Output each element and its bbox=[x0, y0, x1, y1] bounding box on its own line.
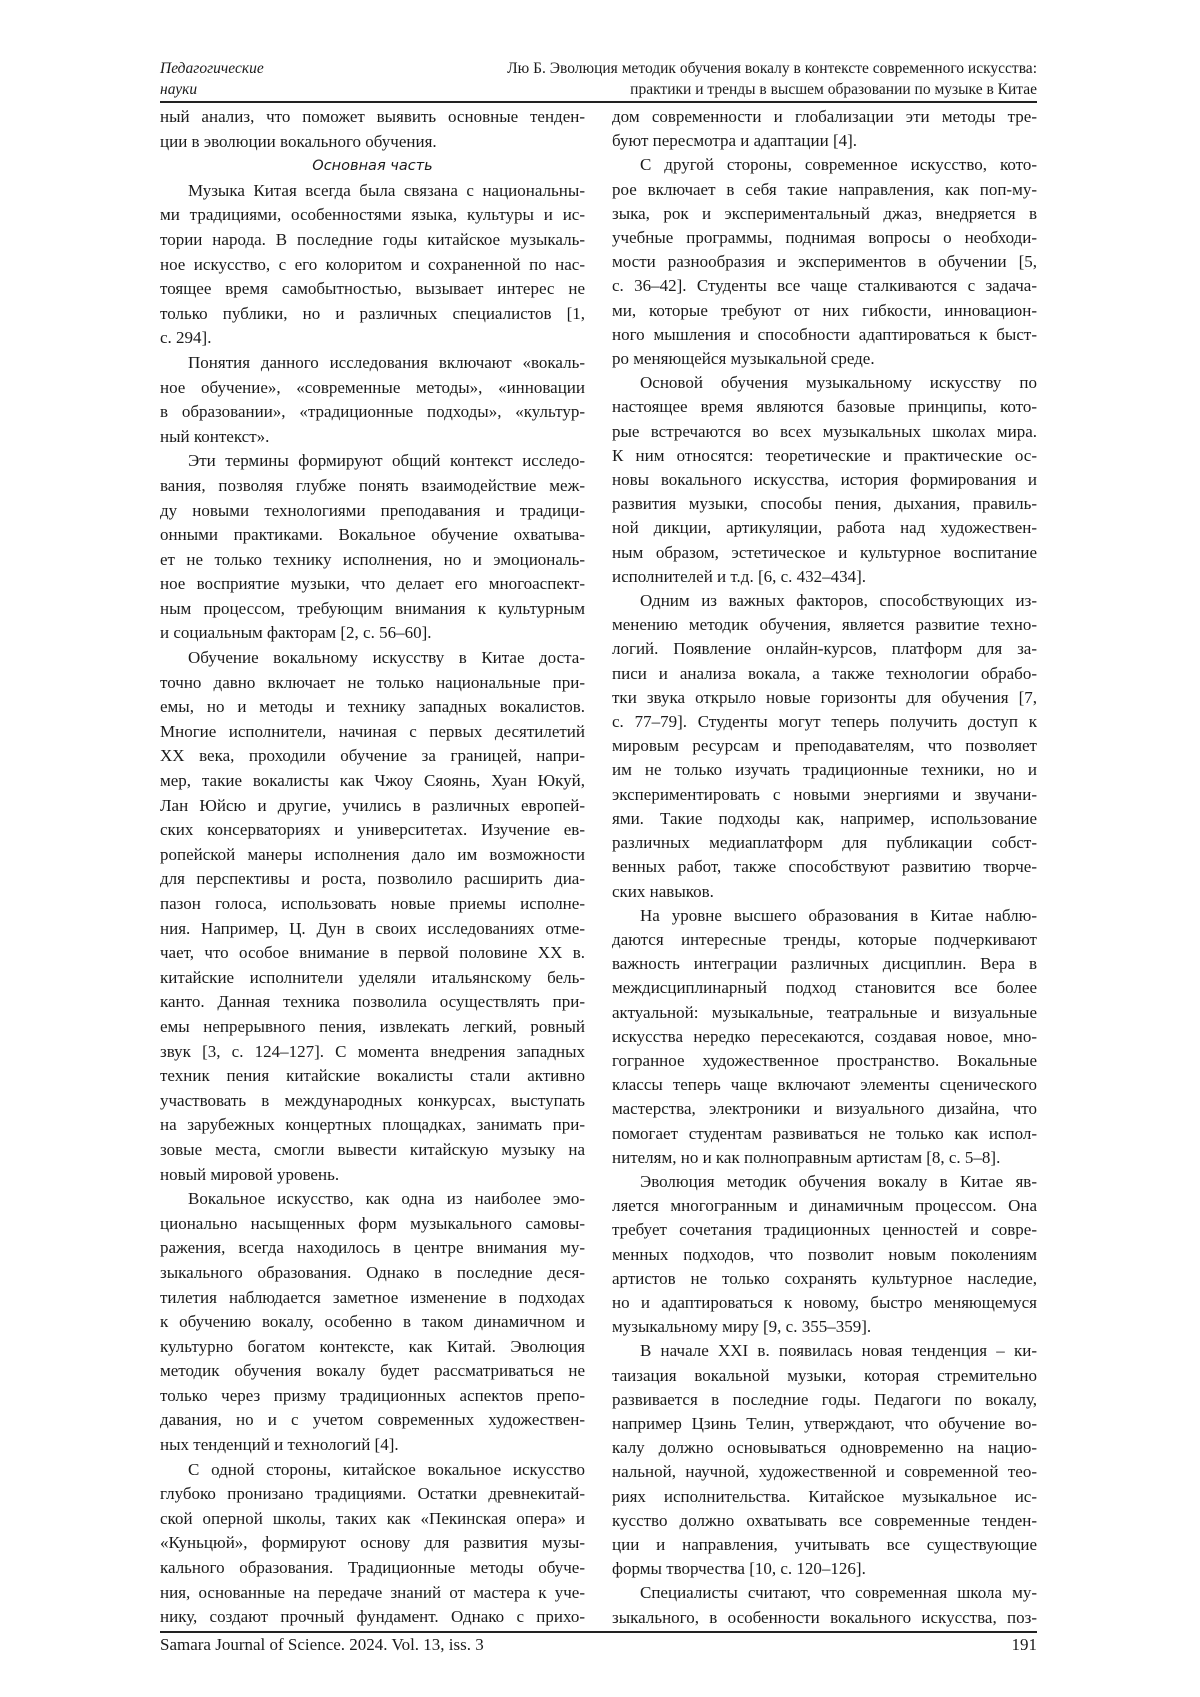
paragraph-line: настоящее время являются базовые принципы, кото- bbox=[612, 395, 1037, 419]
paragraph-line: нику, создают прочный фундамент. Однако с прихо- bbox=[160, 1605, 585, 1629]
paragraph-line: с. 36–42]. Студенты все чаще сталкиваются с задача- bbox=[612, 274, 1037, 298]
footer-rule bbox=[160, 1631, 1037, 1633]
paragraph-line: нителям, но и как полноправным артистам [8, с. 5–8]. bbox=[612, 1146, 1037, 1170]
paragraph-line: Специалисты считают, что современная школа му- bbox=[612, 1581, 1037, 1605]
paragraph-line: мастерства, электроники и визуального дизайна, что bbox=[612, 1097, 1037, 1121]
paragraph-line: тилетия наблюдается заметное изменение в подходах bbox=[160, 1286, 585, 1310]
paragraph-line: только через призму традиционных аспектов препо- bbox=[160, 1384, 585, 1408]
paragraph-line: ное восприятие музыки, что делает его многоаспект- bbox=[160, 572, 585, 596]
paragraph-line: С другой стороны, современное искусство, кото- bbox=[612, 153, 1037, 177]
paragraph-line: ляется многогранным и динамичным процессом. Она bbox=[612, 1194, 1037, 1218]
paragraph-line: формы творчества [10, с. 120–126]. bbox=[612, 1557, 1037, 1581]
paragraph-line: ный анализ, что поможет выявить основные тенден- bbox=[160, 105, 585, 129]
paragraph-line: Вокальное искусство, как одна из наиболее эмо- bbox=[160, 1187, 585, 1211]
section-heading: Основная часть bbox=[160, 154, 585, 178]
paragraph-line: мер, такие вокалисты как Чжоу Сяоянь, Хуан Юкуй, bbox=[160, 769, 585, 793]
paragraph-line: канто. Данная техника позволила осуществлять при- bbox=[160, 990, 585, 1014]
paragraph-line: калу должно основываться одновременно на нацио- bbox=[612, 1436, 1037, 1460]
paragraph-line: только публики, но и различных специалистов [1, bbox=[160, 302, 585, 326]
paragraph-line: рые встречаются во всех музыкальных школах мира. bbox=[612, 420, 1037, 444]
paragraph-line: рое включает в себя такие направления, как поп-му- bbox=[612, 178, 1037, 202]
header-rule bbox=[160, 101, 1037, 103]
paragraph-line: венных работ, также способствуют развитию творче- bbox=[612, 855, 1037, 879]
paragraph-line: XX века, проходили обучение за границей, напри- bbox=[160, 744, 585, 768]
paragraph-line: исполнителей и т.д. [6, с. 432–434]. bbox=[612, 565, 1037, 589]
paragraph-line: Многие исполнители, начиная с первых десятилетий bbox=[160, 720, 585, 744]
journal-citation: Samara Journal of Science. 2024. Vol. 13, iss. 3 bbox=[160, 1635, 484, 1655]
paragraph-line: писи и анализа вокала, а также технологии обрабо- bbox=[612, 662, 1037, 686]
paragraph-line: методик обучения вокалу будет рассматриваться не bbox=[160, 1359, 585, 1383]
paragraph-line: ских навыков. bbox=[612, 880, 1037, 904]
paragraph-line: риях исполнительства. Китайское музыкальное ис- bbox=[612, 1485, 1037, 1509]
paragraph-line: кусство должно охватывать все современные тенден- bbox=[612, 1509, 1037, 1533]
paragraph-line: ный контекст». bbox=[160, 425, 585, 449]
paragraph-line: важность интеграции различных дисциплин. Вера в bbox=[612, 952, 1037, 976]
paragraph-line: Эволюция методик обучения вокалу в Китае яв- bbox=[612, 1170, 1037, 1194]
paragraph-line: Понятия данного исследования включают «вокаль- bbox=[160, 351, 585, 375]
paragraph-line: ционально насыщенных форм музыкального самовы- bbox=[160, 1212, 585, 1236]
header-section-line: науки bbox=[160, 79, 264, 100]
paragraph-line: емы непрерывного пения, извлекать легкий, ровный bbox=[160, 1015, 585, 1039]
paragraph-line: в образовании», «традиционные подходы», «культур- bbox=[160, 400, 585, 424]
paragraph-line: зыкального, в особенности вокального искусства, поз- bbox=[612, 1606, 1037, 1630]
paragraph-line: техник пения китайские вокалисты стали активно bbox=[160, 1064, 585, 1088]
paragraph-line: ции в эволюции вокального обучения. bbox=[160, 130, 585, 154]
paragraph-line: зыкального образования. Однако в последние деся- bbox=[160, 1261, 585, 1285]
paragraph-line: ное искусство, с его колоритом и сохраненной по нас- bbox=[160, 253, 585, 277]
paragraph-line: На уровне высшего образования в Китае наблю- bbox=[612, 904, 1037, 928]
paragraph-line: ражения, всегда находилось в центре внимания му- bbox=[160, 1236, 585, 1260]
paragraph-line: менению методик обучения, является развитие техно- bbox=[612, 613, 1037, 637]
paragraph-line: точно давно включает не только национальные при- bbox=[160, 671, 585, 695]
paragraph-line: Эти термины формируют общий контекст исследо- bbox=[160, 449, 585, 473]
running-header-title bbox=[507, 58, 1037, 100]
paragraph-line: ное обучение», «современные методы», «инновации bbox=[160, 376, 585, 400]
paragraph-line: актуальной: музыкальные, театральные и визуальные bbox=[612, 1001, 1037, 1025]
paragraph-line: ду новыми технологиями преподавания и традици- bbox=[160, 499, 585, 523]
paragraph-line: звук [3, с. 124–127]. С момента внедрения западных bbox=[160, 1040, 585, 1064]
paragraph-line: и социальным факторам [2, с. 56–60]. bbox=[160, 621, 585, 645]
paragraph-line: междисциплинарный подход становится все более bbox=[612, 976, 1037, 1000]
paragraph-line: культурно богатом контексте, как Китай. Эволюция bbox=[160, 1335, 585, 1359]
paragraph-line: ным процессом, требующим внимания к культурным bbox=[160, 597, 585, 621]
running-header-section bbox=[160, 58, 264, 100]
paragraph-line: для перспективы и роста, позволило расширить диа- bbox=[160, 867, 585, 891]
paragraph-line: различных медиаплатформ для публикации собст- bbox=[612, 831, 1037, 855]
paragraph-line: новый мировой уровень. bbox=[160, 1163, 585, 1187]
paragraph-line: ния. Например, Ц. Дун в своих исследованиях отме- bbox=[160, 917, 585, 941]
paragraph-line: тоящее время самобытностью, вызывает интерес не bbox=[160, 277, 585, 301]
paragraph-line: чает, что особое внимание в первой половине XX в. bbox=[160, 941, 585, 965]
paragraph-line: буют пересмотра и адаптации [4]. bbox=[612, 129, 1037, 153]
paragraph-line: тории народа. В последние годы китайское музыкаль- bbox=[160, 228, 585, 252]
paragraph-line: гогранное художественное пространство. Вокальные bbox=[612, 1049, 1037, 1073]
paragraph-line: ных тенденций и технологий [4]. bbox=[160, 1433, 585, 1457]
paragraph-line: новы вокального искусства, история формирования и bbox=[612, 468, 1037, 492]
paragraph-line: зовые места, смогли вывести китайскую музыку на bbox=[160, 1138, 585, 1162]
paragraph-line: артистов не только сохранять культурное наследие, bbox=[612, 1267, 1037, 1291]
paragraph-line: емы, но и методы и технику западных вокалистов. bbox=[160, 695, 585, 719]
paragraph-line: ми традициями, особенностями языка, культуры и ис- bbox=[160, 203, 585, 227]
paragraph-line: Обучение вокальному искусству в Китае доста- bbox=[160, 646, 585, 670]
paragraph-line: например Цзинь Телин, утверждают, что обучение во- bbox=[612, 1412, 1037, 1436]
paragraph-line: требует сочетания традиционных ценностей и совре- bbox=[612, 1218, 1037, 1242]
text-column-right bbox=[612, 105, 1037, 1630]
paragraph-line: зыка, рок и экспериментальный джаз, внедряется в bbox=[612, 202, 1037, 226]
paragraph-line: развивается в последние годы. Педагоги по вокалу, bbox=[612, 1388, 1037, 1412]
paragraph-line: ной дикции, артикуляции, работа над художествен- bbox=[612, 516, 1037, 540]
paragraph-line: пазон голоса, использовать новые приемы исполне- bbox=[160, 892, 585, 916]
paragraph-line: логий. Появление онлайн-курсов, платформ для за- bbox=[612, 637, 1037, 661]
paragraph-line: Одним из важных факторов, способствующих из- bbox=[612, 589, 1037, 613]
header-title-line: практики и тренды в высшем образовании по музыке в Китае bbox=[507, 79, 1037, 100]
paragraph-line: с. 77–79]. Студенты могут теперь получить доступ к bbox=[612, 710, 1037, 734]
paragraph-line: с. 294]. bbox=[160, 326, 585, 350]
paragraph-line: ет не только технику исполнения, но и эмоциональ- bbox=[160, 548, 585, 572]
paragraph-line: кального образования. Традиционные методы обуче- bbox=[160, 1556, 585, 1580]
paragraph-line: С одной стороны, китайское вокальное искусство bbox=[160, 1458, 585, 1482]
paragraph-line: тки звука открыло новые горизонты для обучения [7, bbox=[612, 686, 1037, 710]
paragraph-line: Лан Юйсю и другие, учились в различных европей- bbox=[160, 794, 585, 818]
paragraph-line: таизация вокальной музыки, которая стремительно bbox=[612, 1364, 1037, 1388]
paragraph-line: ро меняющейся музыкальной среде. bbox=[612, 347, 1037, 371]
paragraph-line: классы теперь чаще включают элементы сценического bbox=[612, 1073, 1037, 1097]
paragraph-line: помогает студентам развиваться не только как испол- bbox=[612, 1122, 1037, 1146]
paragraph-line: ного мышления и способности адаптироваться к быст- bbox=[612, 323, 1037, 347]
page-number: 191 bbox=[1012, 1635, 1038, 1655]
paragraph-line: менных подходов, что позволит новым поколениям bbox=[612, 1243, 1037, 1267]
paragraph-line: В начале XXI в. появилась новая тенденция – ки- bbox=[612, 1339, 1037, 1363]
paragraph-line: им не только изучать традиционные техники, но и bbox=[612, 758, 1037, 782]
paragraph-line: развития музыки, способы пения, дыхания, правиль- bbox=[612, 492, 1037, 516]
paragraph-line: мировым ресурсам и преподавателям, что позволяет bbox=[612, 734, 1037, 758]
paragraph-line: ми, которые требуют от них гибкости, инновацион- bbox=[612, 299, 1037, 323]
paragraph-line: Музыка Китая всегда была связана с националь­ны- bbox=[160, 179, 585, 203]
paragraph-line: учебные программы, поднимая вопросы о необходи- bbox=[612, 226, 1037, 250]
paragraph-line: музыкальному миру [9, с. 355–359]. bbox=[612, 1315, 1037, 1339]
paragraph-line: на зарубежных концертных площадках, занимать при- bbox=[160, 1113, 585, 1137]
paragraph-line: участвовать в международных конкурсах, выступать bbox=[160, 1089, 585, 1113]
header-section-line: Педагогические bbox=[160, 58, 264, 79]
paragraph-line: К ним относятся: теоретические и практические ос- bbox=[612, 444, 1037, 468]
paragraph-line: но и адаптироваться к новому, быстро меняющемуся bbox=[612, 1291, 1037, 1315]
paragraph-line: дом современности и глобализации эти методы тре- bbox=[612, 105, 1037, 129]
paragraph-line: экспериментировать с новыми энергиями и звучани- bbox=[612, 783, 1037, 807]
paragraph-line: Основой обучения музыкальному искусству по bbox=[612, 371, 1037, 395]
paragraph-line: искусства нередко пересекаются, создавая новое, мно- bbox=[612, 1025, 1037, 1049]
paragraph-line: онными практиками. Вокальное обучение охватыва- bbox=[160, 523, 585, 547]
paragraph-line: нальной, научной, художественной и современной тео- bbox=[612, 1460, 1037, 1484]
paragraph-line: «Куньцюй», формируют основу для развития музы- bbox=[160, 1531, 585, 1555]
paragraph-line: ции и направления, учитывать все существующие bbox=[612, 1533, 1037, 1557]
paragraph-line: ями. Такие подходы как, например, использование bbox=[612, 807, 1037, 831]
header-title-line: Лю Б. Эволюция методик обучения вокалу в контексте современного искусства: bbox=[507, 58, 1037, 79]
paragraph-line: ропейской манеры исполнения дало им возможности bbox=[160, 843, 585, 867]
paragraph-line: ских консерваториях и университетах. Изучение ев- bbox=[160, 818, 585, 842]
paragraph-line: вания, позволяя глубже понять взаимодействие меж- bbox=[160, 474, 585, 498]
paragraph-line: мости разнообразия и экспериментов в обучении [5, bbox=[612, 250, 1037, 274]
paragraph-line: к обучению вокалу, особенно в таком динамичном и bbox=[160, 1310, 585, 1334]
paragraph-line: даются интересные тренды, которые подчеркивают bbox=[612, 928, 1037, 952]
paragraph-line: китайские исполнители уделяли итальянскому бель- bbox=[160, 966, 585, 990]
text-column-left bbox=[160, 105, 585, 1630]
paragraph-line: давания, но и с учетом современных художествен- bbox=[160, 1408, 585, 1432]
paragraph-line: глубоко пронизано традициями. Остатки древнекитай- bbox=[160, 1482, 585, 1506]
paragraph-line: ным образом, эстетическое и культурное воспитание bbox=[612, 541, 1037, 565]
paragraph-line: ской оперной школы, таких как «Пекинская опера» и bbox=[160, 1507, 585, 1531]
paragraph-line: ния, основанные на передаче знаний от мастера к уче- bbox=[160, 1581, 585, 1605]
